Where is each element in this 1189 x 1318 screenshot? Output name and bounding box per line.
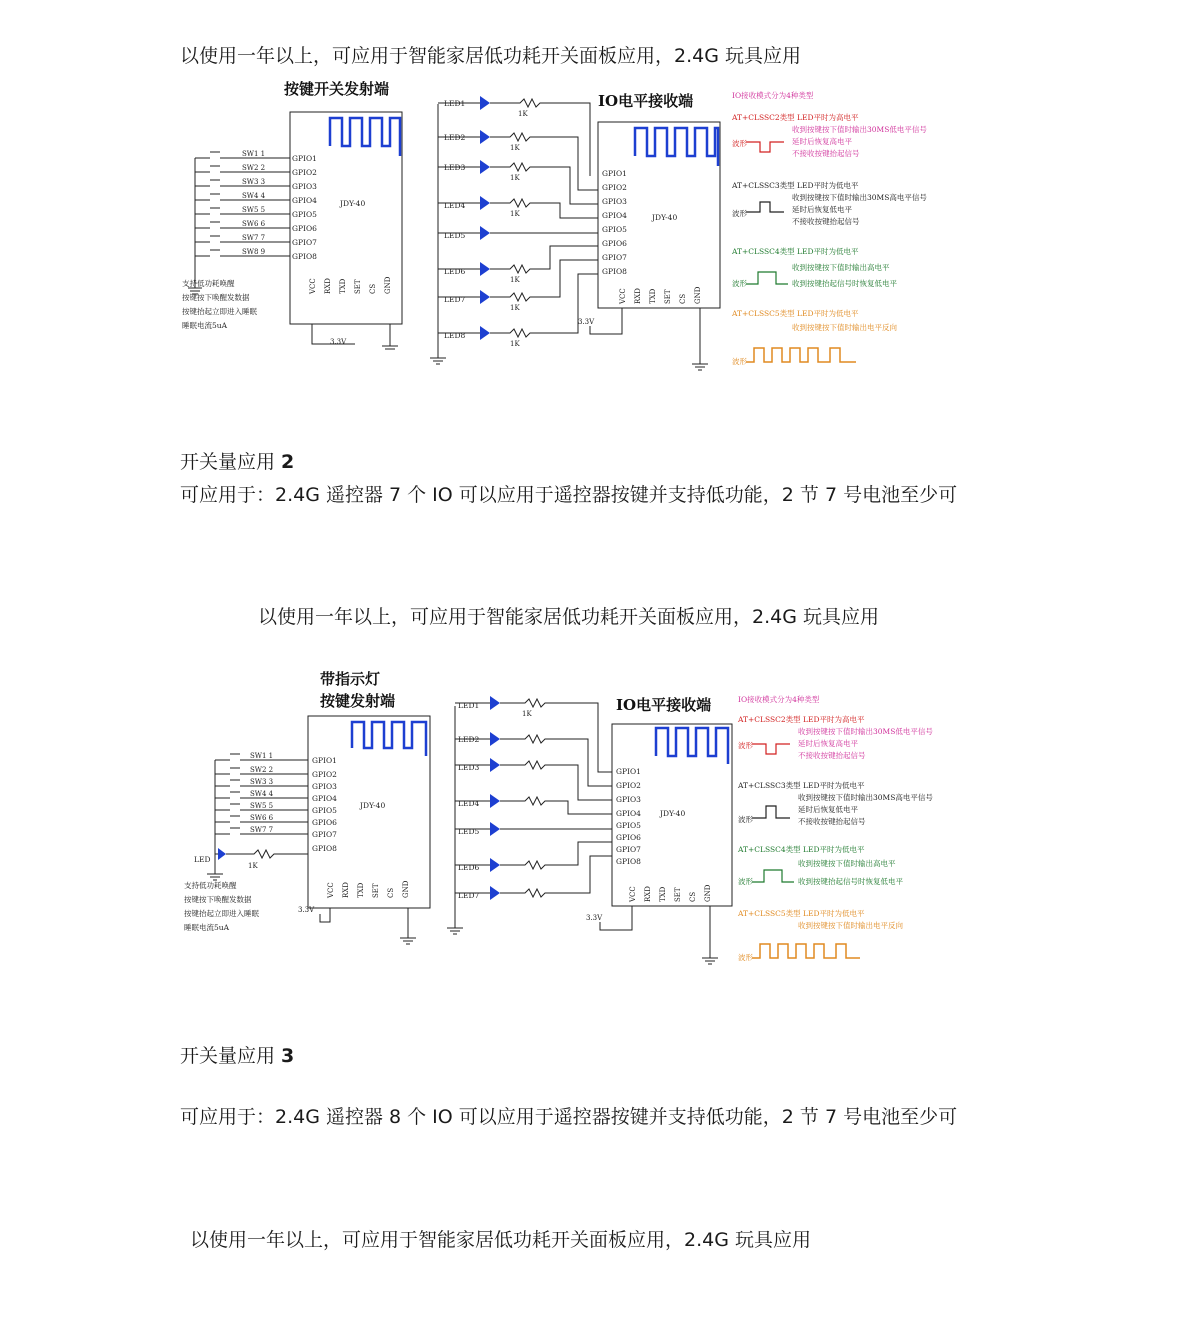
svg-text:TXD: TXD <box>357 882 365 898</box>
svg-text:波形: 波形 <box>738 741 753 750</box>
svg-text:AT+CLSSC5类型 LED平时为低电平: AT+CLSSC5类型 LED平时为低电平 <box>732 309 859 318</box>
svg-text:CS: CS <box>689 891 697 902</box>
svg-text:波形: 波形 <box>732 279 747 288</box>
svg-text:VCC: VCC <box>629 886 637 902</box>
svg-text:GPIO1: GPIO1 <box>602 169 627 178</box>
svg-text:RXD: RXD <box>342 882 350 898</box>
svg-text:收到按键按下值时输出高电平: 收到按键按下值时输出高电平 <box>798 859 896 868</box>
svg-text:GPIO5: GPIO5 <box>616 821 641 830</box>
svg-text:不接收按键抬起信号: 不接收按键抬起信号 <box>798 817 866 826</box>
svg-text:SET: SET <box>664 289 672 304</box>
svg-text:1K: 1K <box>510 174 520 182</box>
svg-text:LED1: LED1 <box>458 701 480 710</box>
paragraph-5: 以使用一年以上，可应用于智能家居低功耗开关面板应用，2.4G 玩具应用 <box>190 1229 811 1251</box>
svg-text:LED: LED <box>194 855 211 864</box>
svg-text:SW7 7: SW7 7 <box>250 826 274 834</box>
svg-text:LED2: LED2 <box>444 133 466 142</box>
svg-text:GPIO7: GPIO7 <box>616 845 641 854</box>
svg-text:SW2 2: SW2 2 <box>250 766 274 774</box>
svg-text:GPIO1: GPIO1 <box>312 756 337 765</box>
svg-text:波形: 波形 <box>732 139 747 148</box>
svg-text:GPIO4: GPIO4 <box>616 809 641 818</box>
svg-text:波形: 波形 <box>732 209 747 218</box>
svg-text:1K: 1K <box>510 340 520 348</box>
svg-text:VCC: VCC <box>619 288 627 304</box>
svg-text:SW6 6: SW6 6 <box>250 814 274 822</box>
svg-text:收到按键按下值时输出电平反向: 收到按键按下值时输出电平反向 <box>792 323 897 332</box>
svg-text:AT+CLSSC4类型 LED平时为低电平: AT+CLSSC4类型 LED平时为低电平 <box>738 845 865 854</box>
svg-text:GPIO2: GPIO2 <box>292 168 317 177</box>
svg-text:延时后恢复高电平: 延时后恢复高电平 <box>792 137 852 146</box>
svg-text:SW4 4: SW4 4 <box>242 192 266 200</box>
svg-text:1K: 1K <box>510 304 520 312</box>
svg-text:LED3: LED3 <box>444 163 466 172</box>
paragraph-4: 可应用于：2.4G 遥控器 8 个 IO 可以应用于遥控器按键并支持低功能，2 节 7 号电池至少可 <box>180 1106 958 1128</box>
svg-text:SW3 3: SW3 3 <box>250 778 274 786</box>
svg-text:TXD: TXD <box>339 278 347 294</box>
svg-text:GPIO8: GPIO8 <box>616 857 641 866</box>
heading-2-text: 开关量应用 <box>180 451 282 473</box>
svg-text:CS: CS <box>387 887 395 898</box>
svg-text:1K: 1K <box>510 276 520 284</box>
svg-text:按键按下唤醒发数据: 按键按下唤醒发数据 <box>184 895 252 904</box>
tx-bottom-pins <box>309 276 398 349</box>
svg-text:延时后恢复低电平: 延时后恢复低电平 <box>798 805 858 814</box>
svg-text:按键抬起立即进入睡眠: 按键抬起立即进入睡眠 <box>182 307 257 316</box>
svg-text:收到按键按下值时输出30MS低电平信号: 收到按键按下值时输出30MS低电平信号 <box>792 125 927 134</box>
svg-text:TXD: TXD <box>659 886 667 902</box>
svg-text:GPIO8: GPIO8 <box>292 252 317 261</box>
svg-text:SW6 6: SW6 6 <box>242 220 266 228</box>
svg-text:SET: SET <box>372 883 380 898</box>
svg-text:SW8 9: SW8 9 <box>242 248 266 256</box>
svg-text:CS: CS <box>679 293 687 304</box>
svg-text:GND: GND <box>384 276 392 294</box>
heading-3-number: 3 <box>281 1045 295 1067</box>
tx-title: 按键开关发射端 <box>284 80 390 98</box>
svg-text:GPIO8: GPIO8 <box>602 267 627 276</box>
tx2-led <box>194 848 308 870</box>
tx-title-line-1: 带指示灯 <box>320 670 381 688</box>
tx-notes <box>182 278 257 330</box>
led-column-2 <box>447 696 612 934</box>
svg-text:GPIO7: GPIO7 <box>602 253 627 262</box>
svg-text:1K: 1K <box>248 862 258 870</box>
circuit-diagram-1 <box>180 76 1010 386</box>
svg-text:GPIO4: GPIO4 <box>602 211 627 220</box>
svg-text:LED7: LED7 <box>444 295 466 304</box>
svg-text:收到按键按下值时输出高电平: 收到按键按下值时输出高电平 <box>792 263 890 272</box>
svg-text:收到按键抬起信号时恢复低电平: 收到按键抬起信号时恢复低电平 <box>792 279 897 288</box>
svg-text:1K: 1K <box>510 210 520 218</box>
svg-text:LED6: LED6 <box>458 863 480 872</box>
svg-text:SW4 4: SW4 4 <box>250 790 274 798</box>
svg-text:SW1 1: SW1 1 <box>250 752 274 760</box>
rx2-bottom-pins <box>586 884 718 964</box>
svg-text:按键按下唤醒发数据: 按键按下唤醒发数据 <box>182 293 250 302</box>
svg-text:SW3 3: SW3 3 <box>242 178 266 186</box>
section-heading-3 <box>180 1042 1010 1071</box>
tx2-switches <box>207 752 308 880</box>
svg-text:AT+CLSSC5类型 LED平时为低电平: AT+CLSSC5类型 LED平时为低电平 <box>738 909 865 918</box>
svg-text:收到按键按下值时输出30MS高电平信号: 收到按键按下值时输出30MS高电平信号 <box>798 793 933 802</box>
svg-text:LED5: LED5 <box>444 231 466 240</box>
led2-2 <box>455 732 612 786</box>
svg-text:RXD: RXD <box>644 886 652 902</box>
svg-text:1K: 1K <box>518 110 528 118</box>
svg-text:LED5: LED5 <box>458 827 480 836</box>
svg-text:不接收按键抬起信号: 不接收按键抬起信号 <box>798 751 866 760</box>
led2-5 <box>455 822 612 836</box>
svg-text:VCC: VCC <box>327 882 335 898</box>
svg-text:RXD: RXD <box>634 288 642 304</box>
svg-text:GPIO1: GPIO1 <box>616 767 641 776</box>
svg-text:CS: CS <box>369 283 377 294</box>
svg-text:GPIO4: GPIO4 <box>312 794 337 803</box>
svg-text:GPIO2: GPIO2 <box>602 183 627 192</box>
svg-text:GND: GND <box>402 880 410 898</box>
circuit-diagram-2 <box>180 666 1010 976</box>
svg-text:按键抬起立即进入睡眠: 按键抬起立即进入睡眠 <box>184 909 259 918</box>
svg-text:LED4: LED4 <box>444 201 466 210</box>
paragraph-1: 以使用一年以上，可应用于智能家居低功耗开关面板应用，2.4G 玩具应用 <box>180 45 801 67</box>
svg-text:AT+CLSSC3类型 LED平时为低电平: AT+CLSSC3类型 LED平时为低电平 <box>732 181 859 190</box>
svg-text:3.3V: 3.3V <box>586 914 603 922</box>
svg-text:波形: 波形 <box>738 953 753 962</box>
svg-text:LED8: LED8 <box>444 331 466 340</box>
paragraph-3: 以使用一年以上，可应用于智能家居低功耗开关面板应用，2.4G 玩具应用 <box>258 606 879 628</box>
svg-text:不接收按键抬起信号: 不接收按键抬起信号 <box>792 217 860 226</box>
mode-descriptions-2 <box>737 694 933 962</box>
svg-text:JDY-40: JDY-40 <box>652 213 678 222</box>
led2-4 <box>455 794 612 814</box>
svg-text:SET: SET <box>674 887 682 902</box>
svg-text:GPIO1: GPIO1 <box>292 154 317 163</box>
svg-text:3.3V: 3.3V <box>330 338 347 346</box>
svg-text:JDY-40: JDY-40 <box>360 801 386 810</box>
svg-text:GPIO7: GPIO7 <box>312 830 337 839</box>
svg-text:GPIO3: GPIO3 <box>616 795 641 804</box>
svg-text:GPIO6: GPIO6 <box>616 833 641 842</box>
svg-text:TXD: TXD <box>649 288 657 304</box>
svg-text:GPIO8: GPIO8 <box>312 844 337 853</box>
svg-text:GPIO4: GPIO4 <box>292 196 317 205</box>
svg-text:RXD: RXD <box>324 278 332 294</box>
tx-gpio-labels <box>292 154 317 261</box>
svg-text:SW1 1: SW1 1 <box>242 150 266 158</box>
svg-text:VCC: VCC <box>309 278 317 294</box>
heading-3-text: 开关量应用 <box>180 1045 282 1067</box>
svg-text:收到按键按下值时输出30MS低电平信号: 收到按键按下值时输出30MS低电平信号 <box>798 727 933 736</box>
svg-text:GPIO6: GPIO6 <box>292 224 317 233</box>
svg-text:3.3V: 3.3V <box>578 318 595 326</box>
led-6 <box>438 246 598 284</box>
svg-text:IO接收模式分为4种类型: IO接收模式分为4种类型 <box>738 695 820 704</box>
svg-text:AT+CLSSC2类型 LED平时为高电平: AT+CLSSC2类型 LED平时为高电平 <box>732 113 859 122</box>
tx-title-line-2: 按键发射端 <box>320 692 396 710</box>
rx2-gpio-labels <box>616 767 641 866</box>
svg-text:GND: GND <box>704 884 712 902</box>
svg-text:收到按键按下值时输出电平反向: 收到按键按下值时输出电平反向 <box>798 921 903 930</box>
tx-switches <box>188 150 290 294</box>
svg-text:LED2: LED2 <box>458 735 480 744</box>
svg-text:不接收按键抬起信号: 不接收按键抬起信号 <box>792 149 860 158</box>
svg-text:SW5 5: SW5 5 <box>250 802 274 810</box>
svg-text:SW5 5: SW5 5 <box>242 206 266 214</box>
svg-text:GPIO2: GPIO2 <box>616 781 641 790</box>
tx2-notes <box>184 880 259 932</box>
svg-text:睡眠电流5uA: 睡眠电流5uA <box>184 923 230 932</box>
svg-text:1K: 1K <box>522 710 532 718</box>
svg-text:收到按键按下值时输出30MS高电平信号: 收到按键按下值时输出30MS高电平信号 <box>792 193 927 202</box>
svg-text:SW2 2: SW2 2 <box>242 164 266 172</box>
svg-text:GPIO3: GPIO3 <box>312 782 337 791</box>
svg-text:AT+CLSSC2类型 LED平时为高电平: AT+CLSSC2类型 LED平时为高电平 <box>738 715 865 724</box>
svg-text:LED1: LED1 <box>444 99 466 108</box>
svg-text:SET: SET <box>354 279 362 294</box>
svg-text:IO接收模式分为4种类型: IO接收模式分为4种类型 <box>732 91 814 100</box>
svg-text:波形: 波形 <box>732 357 747 366</box>
svg-text:1K: 1K <box>510 144 520 152</box>
svg-text:GPIO5: GPIO5 <box>292 210 317 219</box>
svg-text:GND: GND <box>694 286 702 304</box>
rx-gpio-labels <box>602 169 627 276</box>
svg-text:GPIO6: GPIO6 <box>312 818 337 827</box>
svg-text:AT+CLSSC3类型 LED平时为低电平: AT+CLSSC3类型 LED平时为低电平 <box>738 781 865 790</box>
svg-text:收到按键抬起信号时恢复低电平: 收到按键抬起信号时恢复低电平 <box>798 877 903 886</box>
svg-text:GPIO2: GPIO2 <box>312 770 337 779</box>
tx2-gpio-labels <box>312 756 337 853</box>
svg-text:LED7: LED7 <box>458 891 480 900</box>
svg-text:LED3: LED3 <box>458 763 480 772</box>
svg-text:延时后恢复低电平: 延时后恢复低电平 <box>792 205 852 214</box>
heading-2-number: 2 <box>281 451 295 473</box>
tx2-bottom-pins <box>298 880 416 944</box>
svg-text:睡眠电流5uA: 睡眠电流5uA <box>182 321 228 330</box>
svg-text:支持低功耗唤醒: 支持低功耗唤醒 <box>182 279 235 288</box>
rx2-title: IO电平接收端 <box>616 696 712 714</box>
svg-text:波形: 波形 <box>738 877 753 886</box>
led-column-1 <box>430 96 598 364</box>
svg-text:JDY-40: JDY-40 <box>660 809 686 818</box>
paragraph-2: 可应用于：2.4G 遥控器 7 个 IO 可以应用于遥控器按键并支持低功能，2 节 7 号电池至少可 <box>180 484 958 506</box>
svg-text:GPIO5: GPIO5 <box>602 225 627 234</box>
led-5 <box>438 226 598 240</box>
svg-text:GPIO3: GPIO3 <box>602 197 627 206</box>
led2-6 <box>455 842 612 872</box>
svg-text:GPIO7: GPIO7 <box>292 238 317 247</box>
svg-text:JDY-40: JDY-40 <box>340 199 366 208</box>
svg-text:延时后恢复高电平: 延时后恢复高电平 <box>798 739 858 748</box>
svg-text:GPIO3: GPIO3 <box>292 182 317 191</box>
svg-text:支持低功耗唤醒: 支持低功耗唤醒 <box>184 881 237 890</box>
svg-text:波形: 波形 <box>738 815 753 824</box>
svg-text:AT+CLSSC4类型 LED平时为低电平: AT+CLSSC4类型 LED平时为低电平 <box>732 247 859 256</box>
led-3 <box>438 160 598 204</box>
svg-text:3.3V: 3.3V <box>298 906 315 914</box>
svg-text:LED4: LED4 <box>458 799 480 808</box>
led-4 <box>438 196 598 218</box>
svg-text:GPIO5: GPIO5 <box>312 806 337 815</box>
rx-title: IO电平接收端 <box>598 92 694 110</box>
svg-text:SW7 7: SW7 7 <box>242 234 266 242</box>
svg-text:LED6: LED6 <box>444 267 466 276</box>
mode-descriptions-1 <box>731 90 927 366</box>
section-heading-2 <box>180 448 1010 477</box>
svg-text:GPIO6: GPIO6 <box>602 239 627 248</box>
